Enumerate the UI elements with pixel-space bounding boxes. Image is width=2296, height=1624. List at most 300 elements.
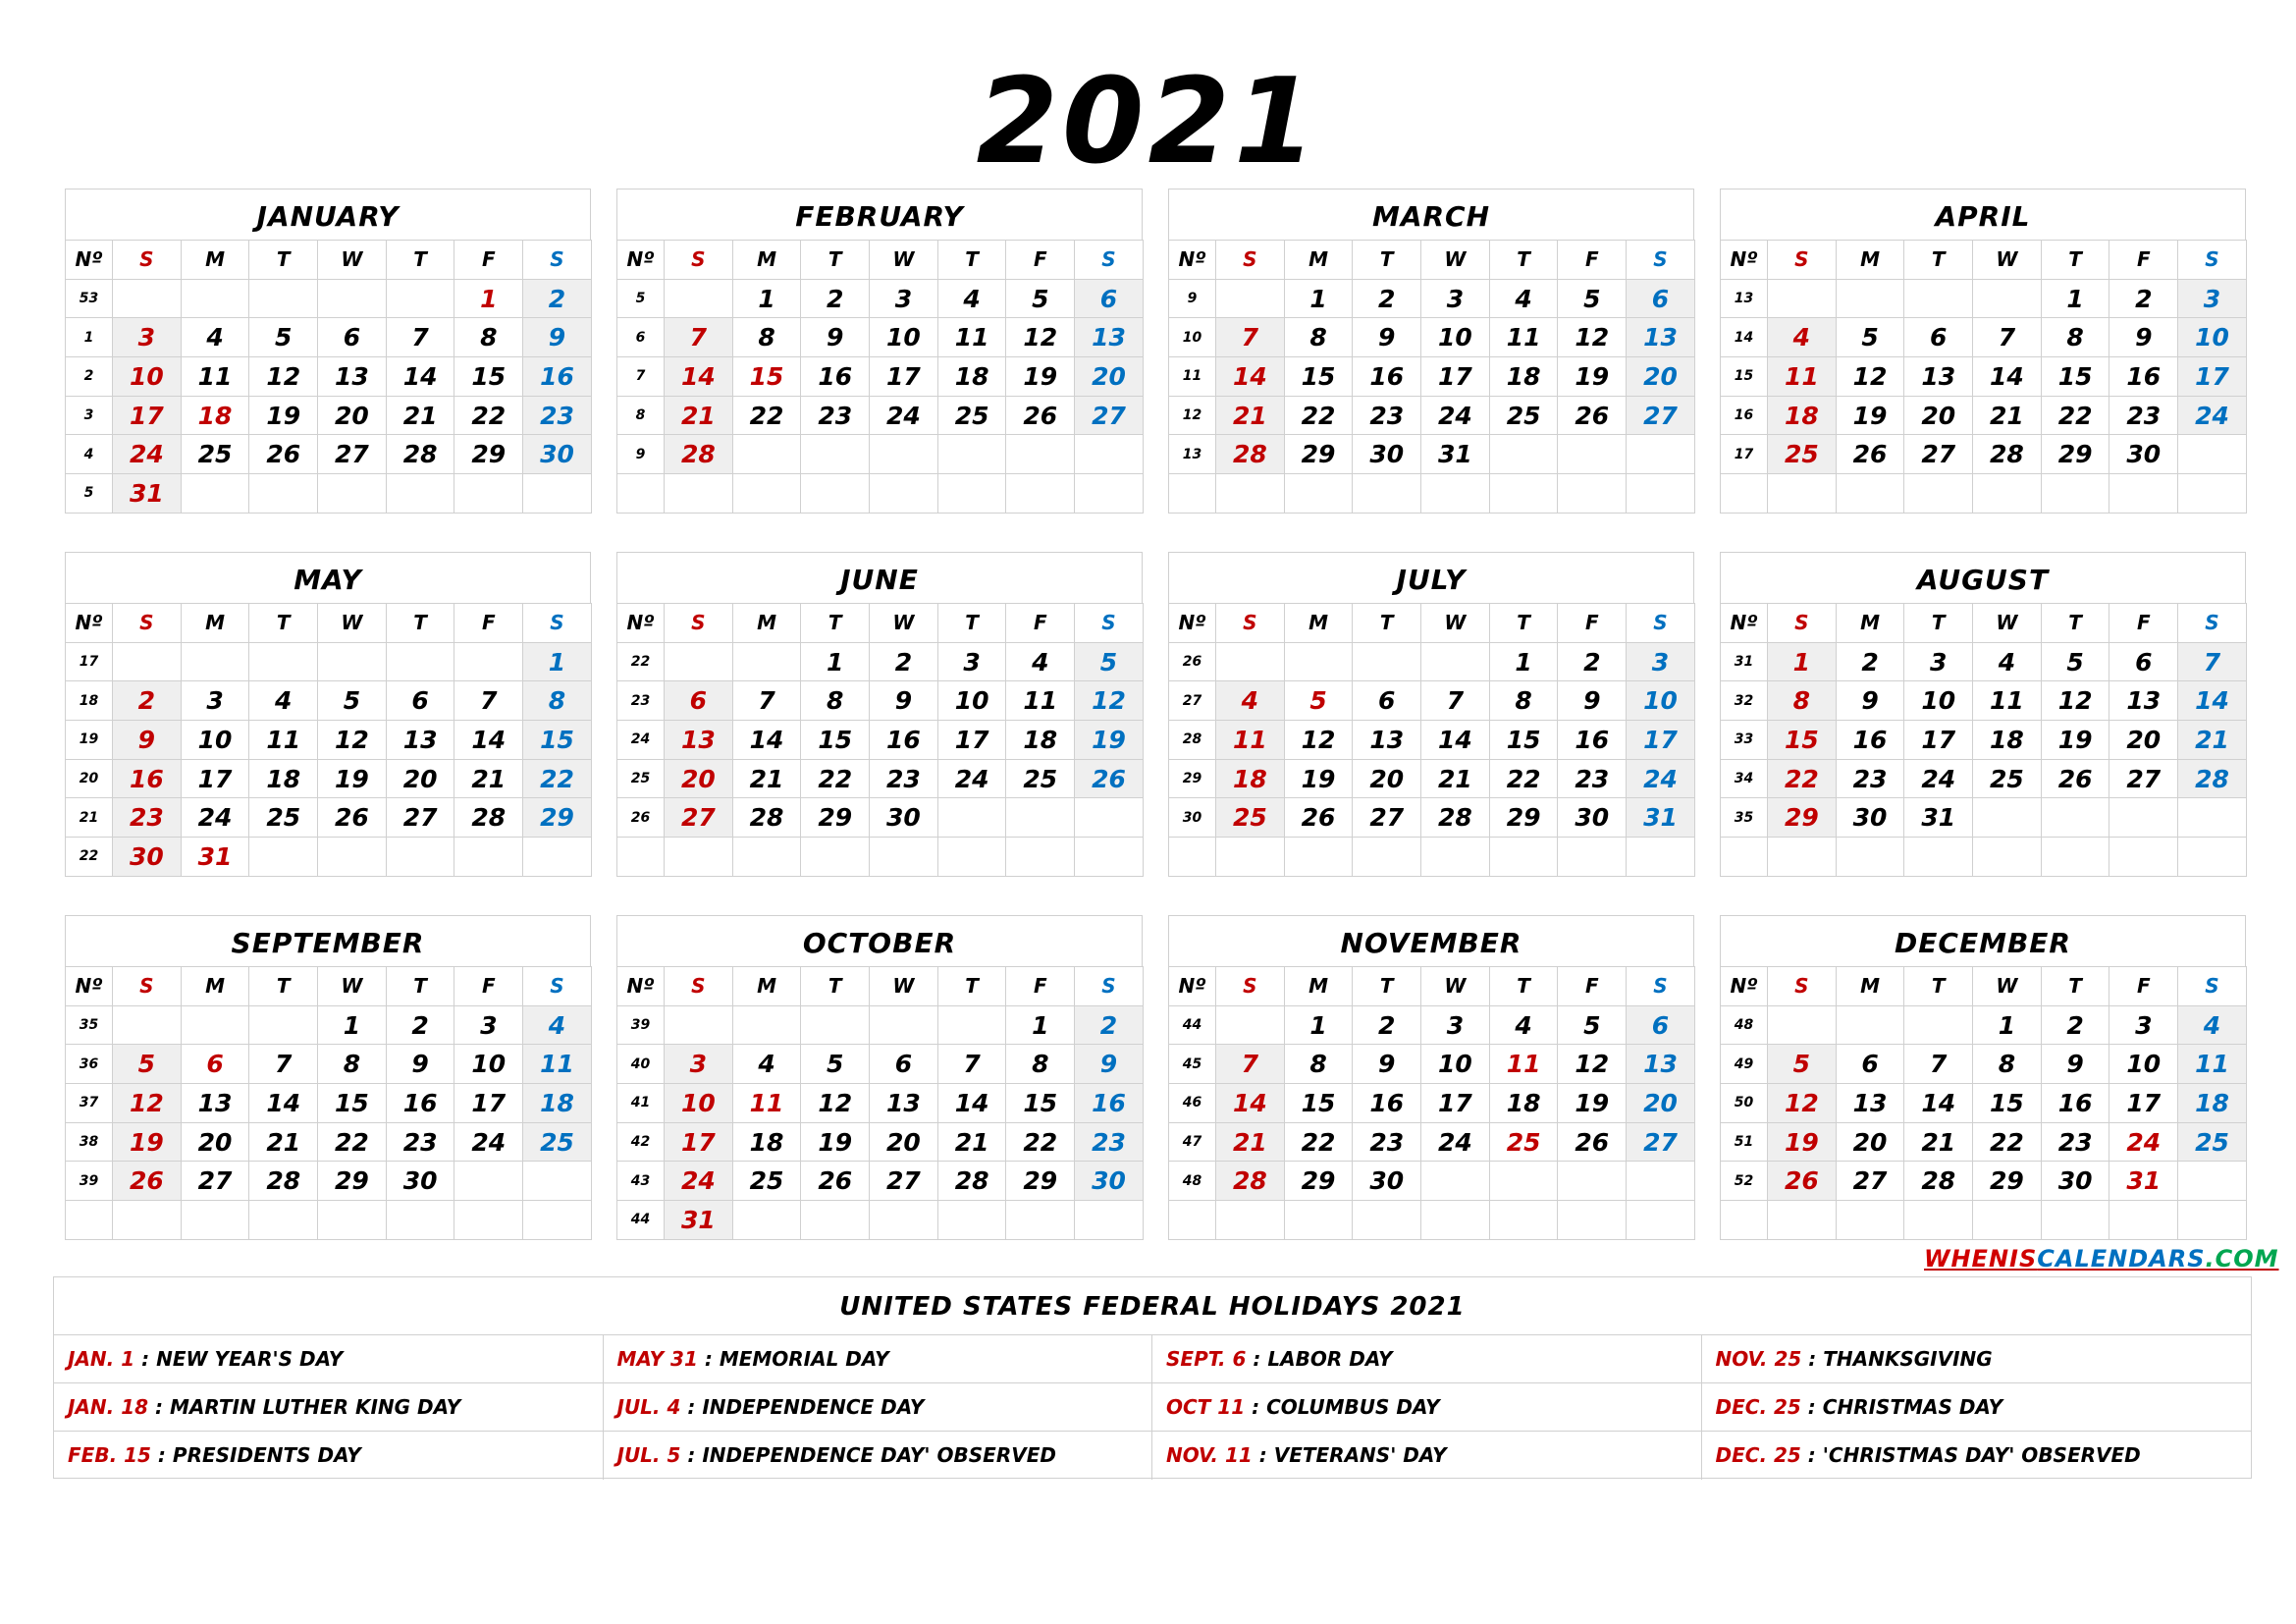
week-number [1169, 474, 1216, 514]
day-cell: 15 [318, 1084, 387, 1123]
week-number: 34 [1721, 759, 1768, 798]
day-cell: 29 [801, 798, 870, 838]
day-cell: 24 [1421, 396, 1490, 435]
week-number [1721, 838, 1768, 877]
day-cell: 24 [1627, 759, 1695, 798]
day-cell: 2 [1353, 279, 1421, 318]
day-cell: 3 [181, 681, 249, 721]
month-table [1720, 966, 2247, 1240]
weekday-header: W [1421, 241, 1490, 280]
site-brand [1924, 1245, 2279, 1272]
day-cell: 29 [1006, 1162, 1075, 1201]
week-row [617, 1162, 1144, 1201]
day-cell: 28 [2178, 759, 2247, 798]
empty-day-cell [113, 642, 182, 681]
day-cell: 16 [1836, 721, 1904, 760]
empty-day-cell [318, 279, 387, 318]
empty-day-cell [523, 1201, 592, 1240]
week-number [1169, 838, 1216, 877]
week-number-header: Nº [1721, 967, 1768, 1006]
empty-day-cell [523, 474, 592, 514]
empty-day-cell [1421, 838, 1490, 877]
empty-day-cell [454, 474, 523, 514]
day-cell: 13 [1075, 318, 1144, 357]
day-cell: 14 [249, 1084, 318, 1123]
empty-day-cell [249, 642, 318, 681]
day-cell: 17 [1421, 357, 1490, 397]
holiday-name: MEMORIAL DAY [719, 1347, 889, 1371]
day-cell: 16 [2041, 1084, 2109, 1123]
week-row [1169, 396, 1695, 435]
empty-day-cell [113, 1201, 182, 1240]
day-cell: 1 [1489, 642, 1558, 681]
day-cell: 18 [937, 357, 1006, 397]
week-row [617, 681, 1144, 721]
day-cell: 26 [1284, 798, 1353, 838]
weekday-header-row [1721, 241, 2247, 280]
day-cell: 13 [1904, 357, 1973, 397]
week-number: 4 [66, 435, 113, 474]
empty-day-cell [1836, 1201, 1904, 1240]
day-cell: 30 [523, 435, 592, 474]
day-cell: 29 [2041, 435, 2109, 474]
day-cell: 5 [249, 318, 318, 357]
week-row [66, 1122, 592, 1162]
day-cell: 4 [937, 279, 1006, 318]
day-cell: 19 [1558, 357, 1627, 397]
day-cell: 29 [1284, 1162, 1353, 1201]
day-cell: 25 [181, 435, 249, 474]
day-cell: 22 [1284, 1122, 1353, 1162]
day-cell: 4 [2178, 1005, 2247, 1045]
day-cell: 22 [454, 396, 523, 435]
holiday-name: INDEPENDENCE DAY [702, 1395, 925, 1419]
week-number: 25 [617, 759, 665, 798]
weekday-header: T [1489, 241, 1558, 280]
empty-day-cell [454, 1201, 523, 1240]
day-cell: 16 [2109, 357, 2178, 397]
day-cell: 1 [1973, 1005, 2042, 1045]
week-number: 52 [1721, 1162, 1768, 1201]
weekday-header: S [1216, 967, 1285, 1006]
day-cell: 17 [2178, 357, 2247, 397]
day-cell: 10 [181, 721, 249, 760]
day-cell: 5 [1006, 279, 1075, 318]
day-cell: 21 [386, 396, 454, 435]
day-cell: 16 [113, 759, 182, 798]
holiday-separator: : [697, 1347, 720, 1371]
day-cell: 31 [665, 1201, 733, 1240]
weekday-header: T [1489, 604, 1558, 643]
weekday-header: S [1768, 604, 1837, 643]
month-table [65, 966, 592, 1240]
day-cell: 25 [732, 1162, 801, 1201]
empty-day-cell [801, 474, 870, 514]
day-cell: 6 [1836, 1045, 1904, 1084]
empty-day-cell [2109, 474, 2178, 514]
day-cell: 10 [1421, 318, 1490, 357]
empty-day-cell [1421, 1201, 1490, 1240]
week-number: 35 [1721, 798, 1768, 838]
month-table [1720, 240, 2247, 514]
day-cell: 20 [2109, 721, 2178, 760]
holiday-date: DEC. 25 [1715, 1443, 1801, 1467]
weekday-header: T [937, 604, 1006, 643]
week-row [1721, 759, 2247, 798]
day-cell: 27 [318, 435, 387, 474]
day-cell: 27 [181, 1162, 249, 1201]
day-cell: 22 [1973, 1122, 2042, 1162]
empty-day-cell [1904, 838, 1973, 877]
empty-day-cell [1421, 1162, 1490, 1201]
day-cell: 1 [523, 642, 592, 681]
week-row [66, 798, 592, 838]
holiday-separator: : [1800, 1395, 1823, 1419]
day-cell: 8 [1768, 681, 1837, 721]
week-number: 40 [617, 1045, 665, 1084]
weekday-header: S [113, 604, 182, 643]
empty-day-cell [1627, 838, 1695, 877]
week-row [66, 838, 592, 877]
day-cell: 21 [249, 1122, 318, 1162]
day-cell: 7 [386, 318, 454, 357]
empty-day-cell [2178, 1162, 2247, 1201]
empty-day-cell [1284, 838, 1353, 877]
empty-day-cell [318, 838, 387, 877]
day-cell: 26 [113, 1162, 182, 1201]
holiday-entry [604, 1335, 1153, 1383]
day-cell: 25 [523, 1122, 592, 1162]
day-cell: 6 [1627, 1005, 1695, 1045]
day-cell: 22 [318, 1122, 387, 1162]
month-title: OCTOBER [616, 915, 1143, 966]
week-number: 18 [66, 681, 113, 721]
day-cell: 6 [1904, 318, 1973, 357]
brand-part-1: WHENIS [1924, 1245, 2038, 1272]
holiday-date: JAN. 1 [68, 1347, 135, 1371]
week-row [66, 396, 592, 435]
week-number: 39 [617, 1005, 665, 1045]
week-number: 15 [1721, 357, 1768, 397]
weekday-header: F [1006, 604, 1075, 643]
week-number: 31 [1721, 642, 1768, 681]
week-row [1721, 681, 2247, 721]
week-row [617, 396, 1144, 435]
day-cell: 23 [113, 798, 182, 838]
day-cell: 8 [1006, 1045, 1075, 1084]
day-cell: 27 [386, 798, 454, 838]
empty-day-cell [386, 279, 454, 318]
week-row [617, 1045, 1144, 1084]
day-cell: 5 [801, 1045, 870, 1084]
weekday-header: S [1075, 967, 1144, 1006]
holiday-entry [1152, 1335, 1702, 1383]
weekday-header: W [1421, 604, 1490, 643]
week-row [617, 838, 1144, 877]
day-cell: 11 [1489, 318, 1558, 357]
empty-day-cell [1075, 1201, 1144, 1240]
week-row [66, 357, 592, 397]
month-january [65, 189, 591, 514]
empty-day-cell [181, 279, 249, 318]
holiday-name: INDEPENDENCE DAY' OBSERVED [702, 1443, 1056, 1467]
weekday-header: W [870, 241, 938, 280]
weekday-header: T [1904, 241, 1973, 280]
holiday-separator: : [680, 1443, 703, 1467]
day-cell: 28 [665, 435, 733, 474]
day-cell: 21 [937, 1122, 1006, 1162]
week-number: 2 [66, 357, 113, 397]
day-cell: 15 [801, 721, 870, 760]
day-cell: 8 [801, 681, 870, 721]
week-row [1721, 396, 2247, 435]
weekday-header: T [1904, 967, 1973, 1006]
week-row [66, 721, 592, 760]
week-row [66, 759, 592, 798]
day-cell: 13 [2109, 681, 2178, 721]
empty-day-cell [318, 1201, 387, 1240]
day-cell: 4 [1006, 642, 1075, 681]
weekday-header: T [386, 967, 454, 1006]
day-cell: 5 [318, 681, 387, 721]
weekday-header: S [523, 241, 592, 280]
day-cell: 17 [113, 396, 182, 435]
day-cell: 6 [2109, 642, 2178, 681]
day-cell: 28 [732, 798, 801, 838]
weekday-header: W [1973, 604, 2042, 643]
day-cell: 14 [732, 721, 801, 760]
day-cell: 3 [454, 1005, 523, 1045]
weekday-header: M [1836, 967, 1904, 1006]
day-cell: 11 [2178, 1045, 2247, 1084]
week-row [66, 474, 592, 514]
week-number [617, 838, 665, 877]
day-cell: 24 [1421, 1122, 1490, 1162]
holiday-date: JUL. 5 [616, 1443, 681, 1467]
week-row [1721, 279, 2247, 318]
weekday-header: M [1284, 967, 1353, 1006]
empty-day-cell [2178, 1201, 2247, 1240]
day-cell: 24 [937, 759, 1006, 798]
day-cell: 9 [870, 681, 938, 721]
week-number: 46 [1169, 1084, 1216, 1123]
weekday-header-row [1169, 604, 1695, 643]
empty-day-cell [1904, 1201, 1973, 1240]
day-cell: 31 [1421, 435, 1490, 474]
holiday-entry [1152, 1432, 1702, 1480]
month-title: SEPTEMBER [65, 915, 591, 966]
week-row [617, 318, 1144, 357]
day-cell: 19 [1284, 759, 1353, 798]
weekday-header: F [1558, 241, 1627, 280]
week-number: 41 [617, 1084, 665, 1123]
week-row [66, 1084, 592, 1123]
day-cell: 3 [665, 1045, 733, 1084]
empty-day-cell [1216, 279, 1285, 318]
month-title: DECEMBER [1720, 915, 2246, 966]
week-number: 21 [66, 798, 113, 838]
week-row [1169, 318, 1695, 357]
weekday-header: T [1353, 241, 1421, 280]
day-cell: 14 [937, 1084, 1006, 1123]
weekday-header: S [2178, 604, 2247, 643]
weekday-header: S [2178, 967, 2247, 1006]
empty-day-cell [665, 1005, 733, 1045]
weekday-header: F [2109, 241, 2178, 280]
holiday-name: CHRISTMAS DAY [1822, 1395, 2003, 1419]
day-cell: 19 [249, 396, 318, 435]
weekday-header-row [1169, 967, 1695, 1006]
month-table [1168, 240, 1695, 514]
week-row [1169, 1162, 1695, 1201]
week-row [617, 721, 1144, 760]
day-cell: 8 [318, 1045, 387, 1084]
empty-day-cell [1075, 474, 1144, 514]
day-cell: 5 [1284, 681, 1353, 721]
week-number: 17 [66, 642, 113, 681]
day-cell: 15 [732, 357, 801, 397]
week-row [1169, 798, 1695, 838]
day-cell: 5 [1558, 1005, 1627, 1045]
empty-day-cell [801, 435, 870, 474]
empty-day-cell [1904, 279, 1973, 318]
week-number-header: Nº [617, 604, 665, 643]
empty-day-cell [454, 642, 523, 681]
week-row [66, 318, 592, 357]
empty-day-cell [523, 838, 592, 877]
empty-day-cell [732, 1005, 801, 1045]
empty-day-cell [1836, 279, 1904, 318]
week-row [1721, 1162, 2247, 1201]
day-cell: 25 [937, 396, 1006, 435]
empty-day-cell [454, 1162, 523, 1201]
week-number: 45 [1169, 1045, 1216, 1084]
day-cell: 27 [1904, 435, 1973, 474]
day-cell: 23 [870, 759, 938, 798]
months-grid [65, 189, 2248, 1241]
holiday-date: NOV. 11 [1166, 1443, 1253, 1467]
week-number: 43 [617, 1162, 665, 1201]
empty-day-cell [318, 474, 387, 514]
week-row [617, 435, 1144, 474]
day-cell: 2 [1075, 1005, 1144, 1045]
weekday-header: W [1973, 241, 2042, 280]
week-number: 5 [66, 474, 113, 514]
day-cell: 17 [454, 1084, 523, 1123]
day-cell: 17 [2109, 1084, 2178, 1123]
week-number: 7 [617, 357, 665, 397]
week-number [1721, 1201, 1768, 1240]
week-row [66, 1162, 592, 1201]
week-number: 36 [66, 1045, 113, 1084]
day-cell: 1 [318, 1005, 387, 1045]
empty-day-cell [2178, 474, 2247, 514]
empty-day-cell [181, 474, 249, 514]
holiday-separator: : [150, 1443, 173, 1467]
week-number: 35 [66, 1005, 113, 1045]
day-cell: 9 [1353, 318, 1421, 357]
day-cell: 2 [386, 1005, 454, 1045]
week-number: 19 [66, 721, 113, 760]
week-number: 23 [617, 681, 665, 721]
week-row [1721, 1201, 2247, 1240]
day-cell: 23 [1558, 759, 1627, 798]
day-cell: 25 [1489, 396, 1558, 435]
empty-day-cell [1627, 474, 1695, 514]
empty-day-cell [386, 474, 454, 514]
day-cell: 28 [937, 1162, 1006, 1201]
day-cell: 25 [1006, 759, 1075, 798]
day-cell: 30 [870, 798, 938, 838]
empty-day-cell [665, 474, 733, 514]
weekday-header: T [801, 241, 870, 280]
day-cell: 18 [2178, 1084, 2247, 1123]
day-cell: 7 [249, 1045, 318, 1084]
day-cell: 16 [1558, 721, 1627, 760]
empty-day-cell [801, 1201, 870, 1240]
day-cell: 30 [386, 1162, 454, 1201]
day-cell: 7 [1973, 318, 2042, 357]
day-cell: 19 [801, 1122, 870, 1162]
week-row [1169, 1084, 1695, 1123]
day-cell: 11 [181, 357, 249, 397]
day-cell: 20 [318, 396, 387, 435]
empty-day-cell [523, 1162, 592, 1201]
day-cell: 26 [1836, 435, 1904, 474]
week-row [1721, 435, 2247, 474]
weekday-header: M [732, 967, 801, 1006]
day-cell: 26 [1006, 396, 1075, 435]
empty-day-cell [801, 1005, 870, 1045]
weekday-header: T [937, 241, 1006, 280]
empty-day-cell [1489, 1162, 1558, 1201]
day-cell: 17 [1421, 1084, 1490, 1123]
day-cell: 26 [801, 1162, 870, 1201]
week-number: 24 [617, 721, 665, 760]
month-title: FEBRUARY [616, 189, 1143, 240]
week-row [617, 279, 1144, 318]
empty-day-cell [1558, 435, 1627, 474]
day-cell: 30 [1836, 798, 1904, 838]
day-cell: 15 [1973, 1084, 2042, 1123]
empty-day-cell [1216, 1005, 1285, 1045]
day-cell: 21 [2178, 721, 2247, 760]
empty-day-cell [1489, 838, 1558, 877]
empty-day-cell [870, 838, 938, 877]
month-table [1720, 603, 2247, 877]
day-cell: 1 [454, 279, 523, 318]
day-cell: 5 [1768, 1045, 1837, 1084]
day-cell: 18 [1973, 721, 2042, 760]
month-title: MARCH [1168, 189, 1694, 240]
week-number [617, 474, 665, 514]
day-cell: 14 [1973, 357, 2042, 397]
day-cell: 26 [1768, 1162, 1837, 1201]
day-cell: 12 [1006, 318, 1075, 357]
day-cell: 25 [249, 798, 318, 838]
day-cell: 2 [2041, 1005, 2109, 1045]
holiday-date: FEB. 15 [68, 1443, 151, 1467]
holiday-rows [54, 1335, 2251, 1480]
week-number [66, 1201, 113, 1240]
empty-day-cell [1558, 474, 1627, 514]
day-cell: 12 [1075, 681, 1144, 721]
month-table [616, 240, 1144, 514]
day-cell: 18 [1489, 357, 1558, 397]
month-title: JANUARY [65, 189, 591, 240]
week-number: 26 [617, 798, 665, 838]
week-number [1169, 1201, 1216, 1240]
